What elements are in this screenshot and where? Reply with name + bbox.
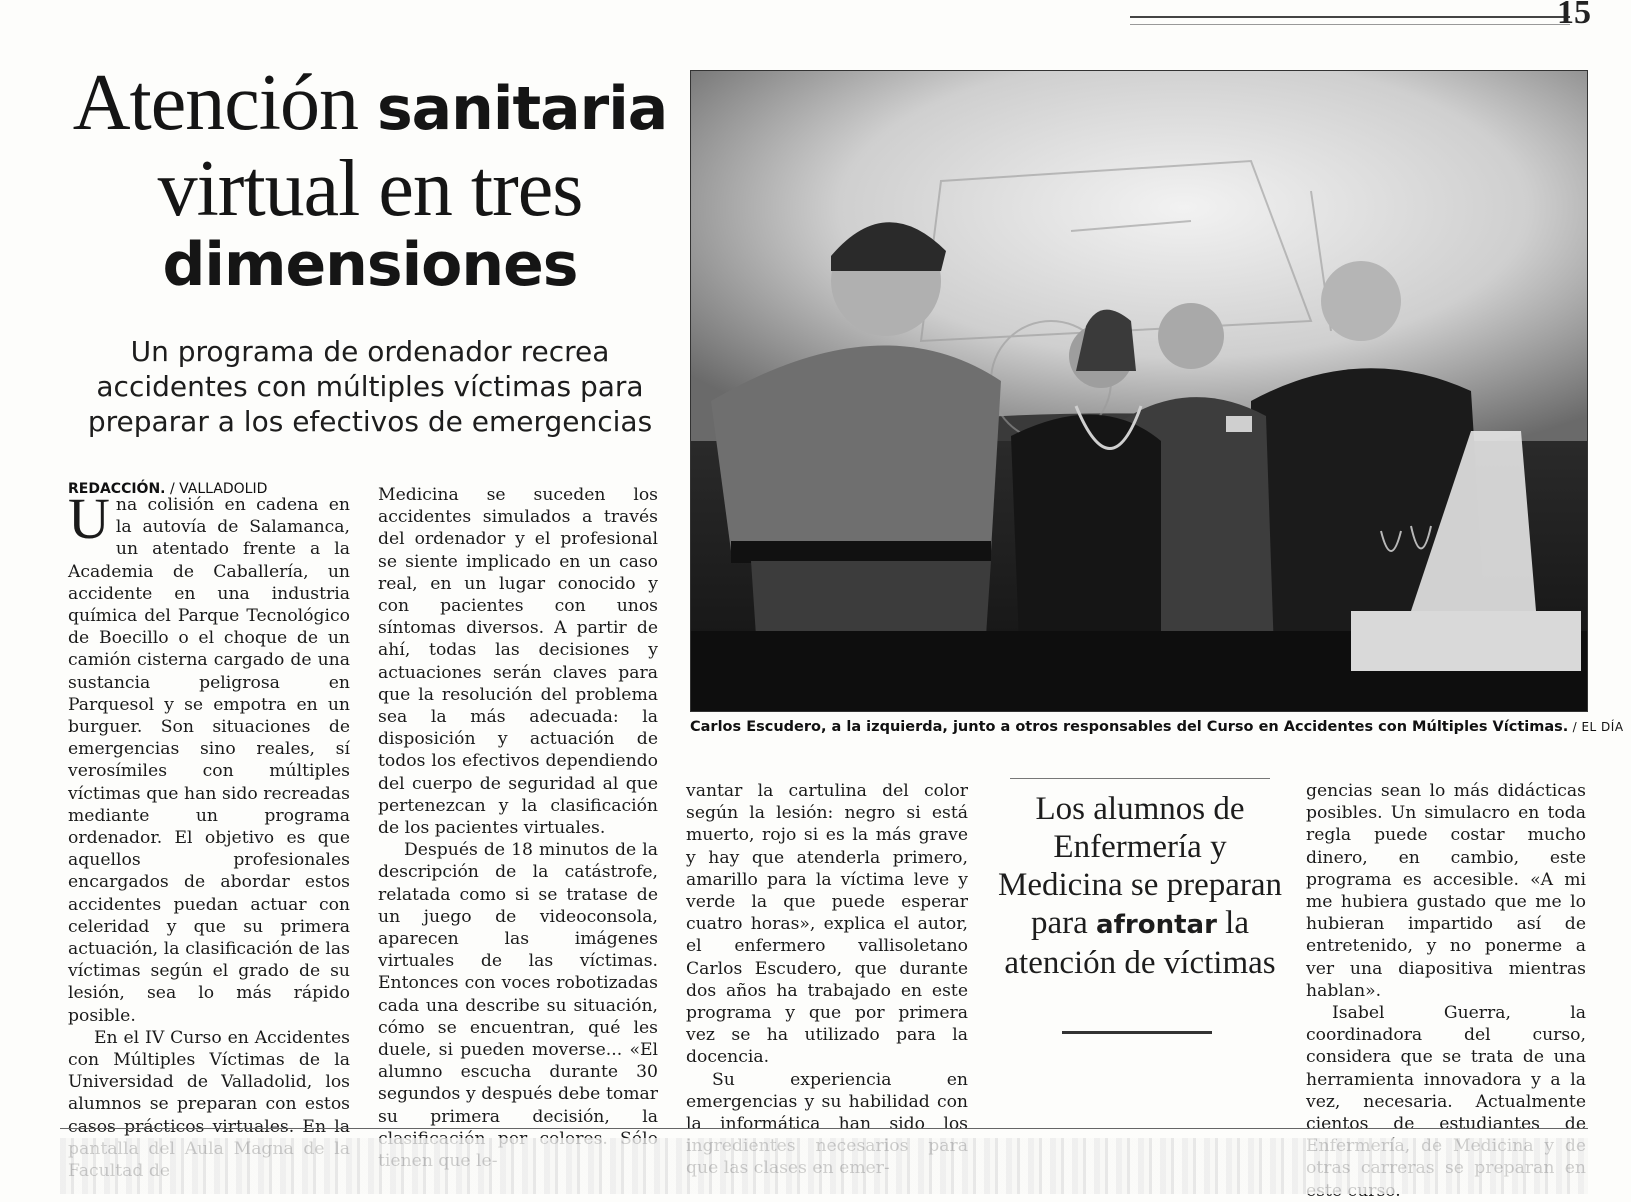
next-article-fragment bbox=[60, 1138, 1588, 1194]
paragraph: gencias sean lo más didácticas posibles. Un simulacro en toda regla puede costar mucho dinero, en cambio, este programa es accesible. «A mi me hubiera gustado que me lo hubieran impartido así de entretenido, y no ponerme a ver una diapositiva mientras hablan». bbox=[1306, 781, 1586, 1001]
paragraph: En el IV Curso en Accidentes con Múltiples Víctimas de la Universidad de Valladolid, los alumnos se preparan con estos casos prácticos virtuales. En la bbox=[68, 1027, 350, 1137]
article-photo bbox=[690, 70, 1588, 712]
headline-light-1: Atención bbox=[72, 59, 377, 147]
page-number: 15 bbox=[1557, 0, 1591, 31]
byline-location: / VALLADOLID bbox=[165, 481, 268, 497]
photo-caption bbox=[690, 719, 1624, 735]
article-column-3 bbox=[686, 780, 968, 1180]
caption-text: Carlos Escudero, a la izquierda, junto a otros responsables del Curso en Accidentes con Múltiples Víctimas. bbox=[690, 719, 1569, 735]
footer-rule bbox=[60, 1128, 1588, 1129]
byline-agency: REDACCIÓN. bbox=[68, 481, 166, 497]
paragraph: Su experiencia en emergencias y su habilidad con la informática han sido los bbox=[686, 1069, 968, 1135]
header-rule bbox=[1130, 16, 1570, 18]
headline-light-2: virtual en tres bbox=[157, 145, 583, 234]
pullquote-text: Los alumnos de Enfermería y Medicina se preparan para bbox=[997, 791, 1283, 941]
headline-bold-2: dimensiones bbox=[162, 229, 578, 300]
paragraph: Después de 18 minutos de la descripción de la catástrofe, relatada como si se tratase de un juego de videoconsola, aparecen las imágenes virtuales de las víctimas. Entonces con voces robotizadas cada una describe su situación, cómo se encuentran, qué les duele, si pueden moverse... «El alumno escucha durante 30 segundos y después debe tomar su primera decisión, la bbox=[378, 840, 658, 1127]
pullquote-text-end: la atención de víctimas bbox=[1004, 905, 1276, 981]
subheadline: Un programa de ordenador recrea accidentes con múltiples víctimas para preparar a los efectivos de emergencias bbox=[87, 335, 653, 438]
headline bbox=[60, 60, 680, 298]
paragraph: Isabel Guerra, la coordinadora del curso, considera que se trata de una herramienta innovadora y a la vez, necesaria. Actualmente cientos de estudiantes de bbox=[1306, 1003, 1586, 1135]
photo-credit: / EL DÍA bbox=[1568, 720, 1624, 734]
article-column-2 bbox=[378, 484, 658, 1172]
paragraph-text: na colisión en cadena en la autovía de Salamanca, un atentado frente a la Academia de Caballería, un accidente en una industria química del Parque Tecnológico de Boecillo o el choque de un camión cisterna cargado de una sustancia peligrosa en Parquesol y se empotra en un burguer. Son situaciones de emergencias sino reales, sí verosímiles con múltiples víctimas que han sido recreadas mediante un programa ordenador. El objetivo es que aquellos profesionales encargados de abordar estos accidentes puedan actuar con celeridad y que su primera actuación, la clasificación de las víctimas según el grado de su lesión, sea lo más rápido posible. bbox=[68, 495, 350, 1026]
headline-bold-1: sanitaria bbox=[376, 74, 668, 144]
pullquote-rule-bottom bbox=[1062, 1031, 1212, 1034]
pullquote-bold: afrontar bbox=[1096, 910, 1217, 940]
paragraph: vantar la cartulina del color según la lesión: negro si está muerto, rojo si es la más grave y hay que atenderla primero, amarillo para la víctima leve y verde la que puede esperar cuatro horas», explica el autor, el enfermero vallisoletano Carlos Escudero, que durante dos años ha trabajado en este programa y que por primera vez se ha utilizado para la docencia. bbox=[686, 781, 968, 1068]
drop-cap: U bbox=[68, 486, 110, 551]
paragraph: Medicina se suceden los accidentes simulados a través del ordenador y el profesional se siente implicado en un caso real, en un lugar conocido y con pacientes con unos síntomas diversos. A partir de ahí, todas las decisiones y actuaciones serán claves para que la resolución del problema sea la más adecuada: la disposición y actuación de todos los efectivos dependiendo del cuerpo de seguridad al que pertenezcan y la clasificación de los pacientes virtuales. bbox=[378, 485, 658, 839]
pullquote bbox=[990, 790, 1290, 982]
photo-illustration bbox=[691, 71, 1587, 711]
header-rule-thin bbox=[1130, 24, 1570, 25]
pullquote-rule-top bbox=[1010, 778, 1270, 779]
